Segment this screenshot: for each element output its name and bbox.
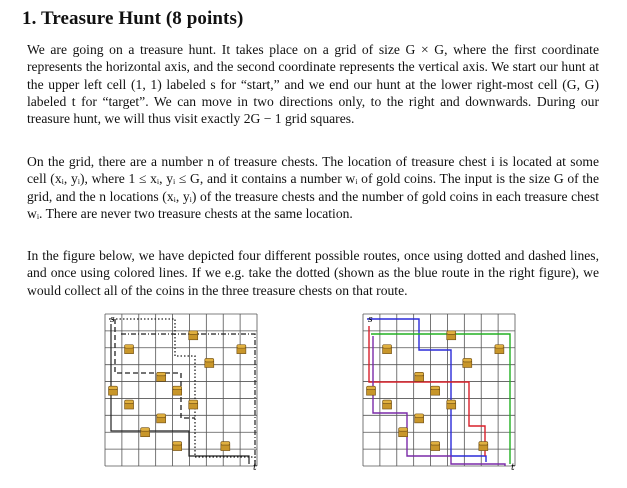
blue-route <box>367 319 486 462</box>
paragraph-figure-description: In the figure below, we have depicted four different possible routes, once using dotted and dashed lines, and once using colored lines. If we e.g. take the dotted (shown as the blue route in the right figure), we would collect all of the coins in the three treasure chests on that route. <box>27 248 599 298</box>
treasure-chest-icon <box>141 428 150 437</box>
treasure-chest-icon <box>447 331 456 340</box>
treasure-chest-icon <box>157 414 166 423</box>
paragraph-chests-description: On the grid, there are a number n of treasure chests. The location of treasure chest i is located at some cell (xᵢ, yᵢ), where 1 ≤ xᵢ, yᵢ ≤ G, and it contains a number wᵢ of gold coins. The input is the size G of the grid, and the n locations (xᵢ, yᵢ) of the treasure chests and the number of gold coins in each treasure chest wᵢ. There are never two treasure chests at the same location. <box>27 154 599 221</box>
start-label: s <box>368 315 373 325</box>
treasure-chest-icon <box>479 442 488 451</box>
dotted-route <box>109 319 255 467</box>
dashed-routes <box>109 319 255 467</box>
treasure-chest-icon <box>205 358 214 367</box>
treasure-chest-icon <box>157 372 166 381</box>
treasure-chest-icon <box>125 345 134 354</box>
target-label: t <box>253 463 257 473</box>
treasure-chest-icon <box>415 414 424 423</box>
treasure-chest-icon <box>189 400 198 409</box>
treasure-chest-icon <box>383 400 392 409</box>
treasure-chest-icon <box>125 400 134 409</box>
treasure-chest-icon <box>431 386 440 395</box>
figure-colored-routes <box>355 306 525 476</box>
treasure-chest-icon <box>399 428 408 437</box>
treasure-chest-icon <box>189 331 198 340</box>
treasure-chest-icon <box>109 386 118 395</box>
treasure-chest-icon <box>173 386 182 395</box>
treasure-chest-icon <box>447 400 456 409</box>
target-label: t <box>511 463 515 473</box>
dash-dot-route <box>121 334 255 466</box>
treasure-chest-icon <box>367 386 376 395</box>
treasure-chest-icon <box>383 345 392 354</box>
treasure-chest-icon <box>415 372 424 381</box>
treasure-chest-icon <box>221 442 230 451</box>
section-title: 1. Treasure Hunt (8 points) <box>22 8 244 29</box>
treasure-chest-icon <box>173 442 182 451</box>
paragraph-grid-description: We are going on a treasure hunt. It takes place on a grid of size G × G, where the first coordinate represents the horizontal axis, and the second coordinate represents the vertical axis. We start our hunt at the upper left cell (1, 1) labeled s for “start,” and we end our hunt at the lower right-most cell (G, G) labeled t for “target”. We can move in two directions only, to the right and downwards. During our treasure hunt, we will thus visit exactly 2G − 1 grid squares. <box>27 42 599 127</box>
start-label: s <box>110 315 115 325</box>
treasure-chest-icon <box>237 345 246 354</box>
treasure-chest-icon <box>495 345 504 354</box>
treasure-chest-icon <box>431 442 440 451</box>
figure-dashed-routes <box>97 306 267 476</box>
treasure-chest-icon <box>463 358 472 367</box>
